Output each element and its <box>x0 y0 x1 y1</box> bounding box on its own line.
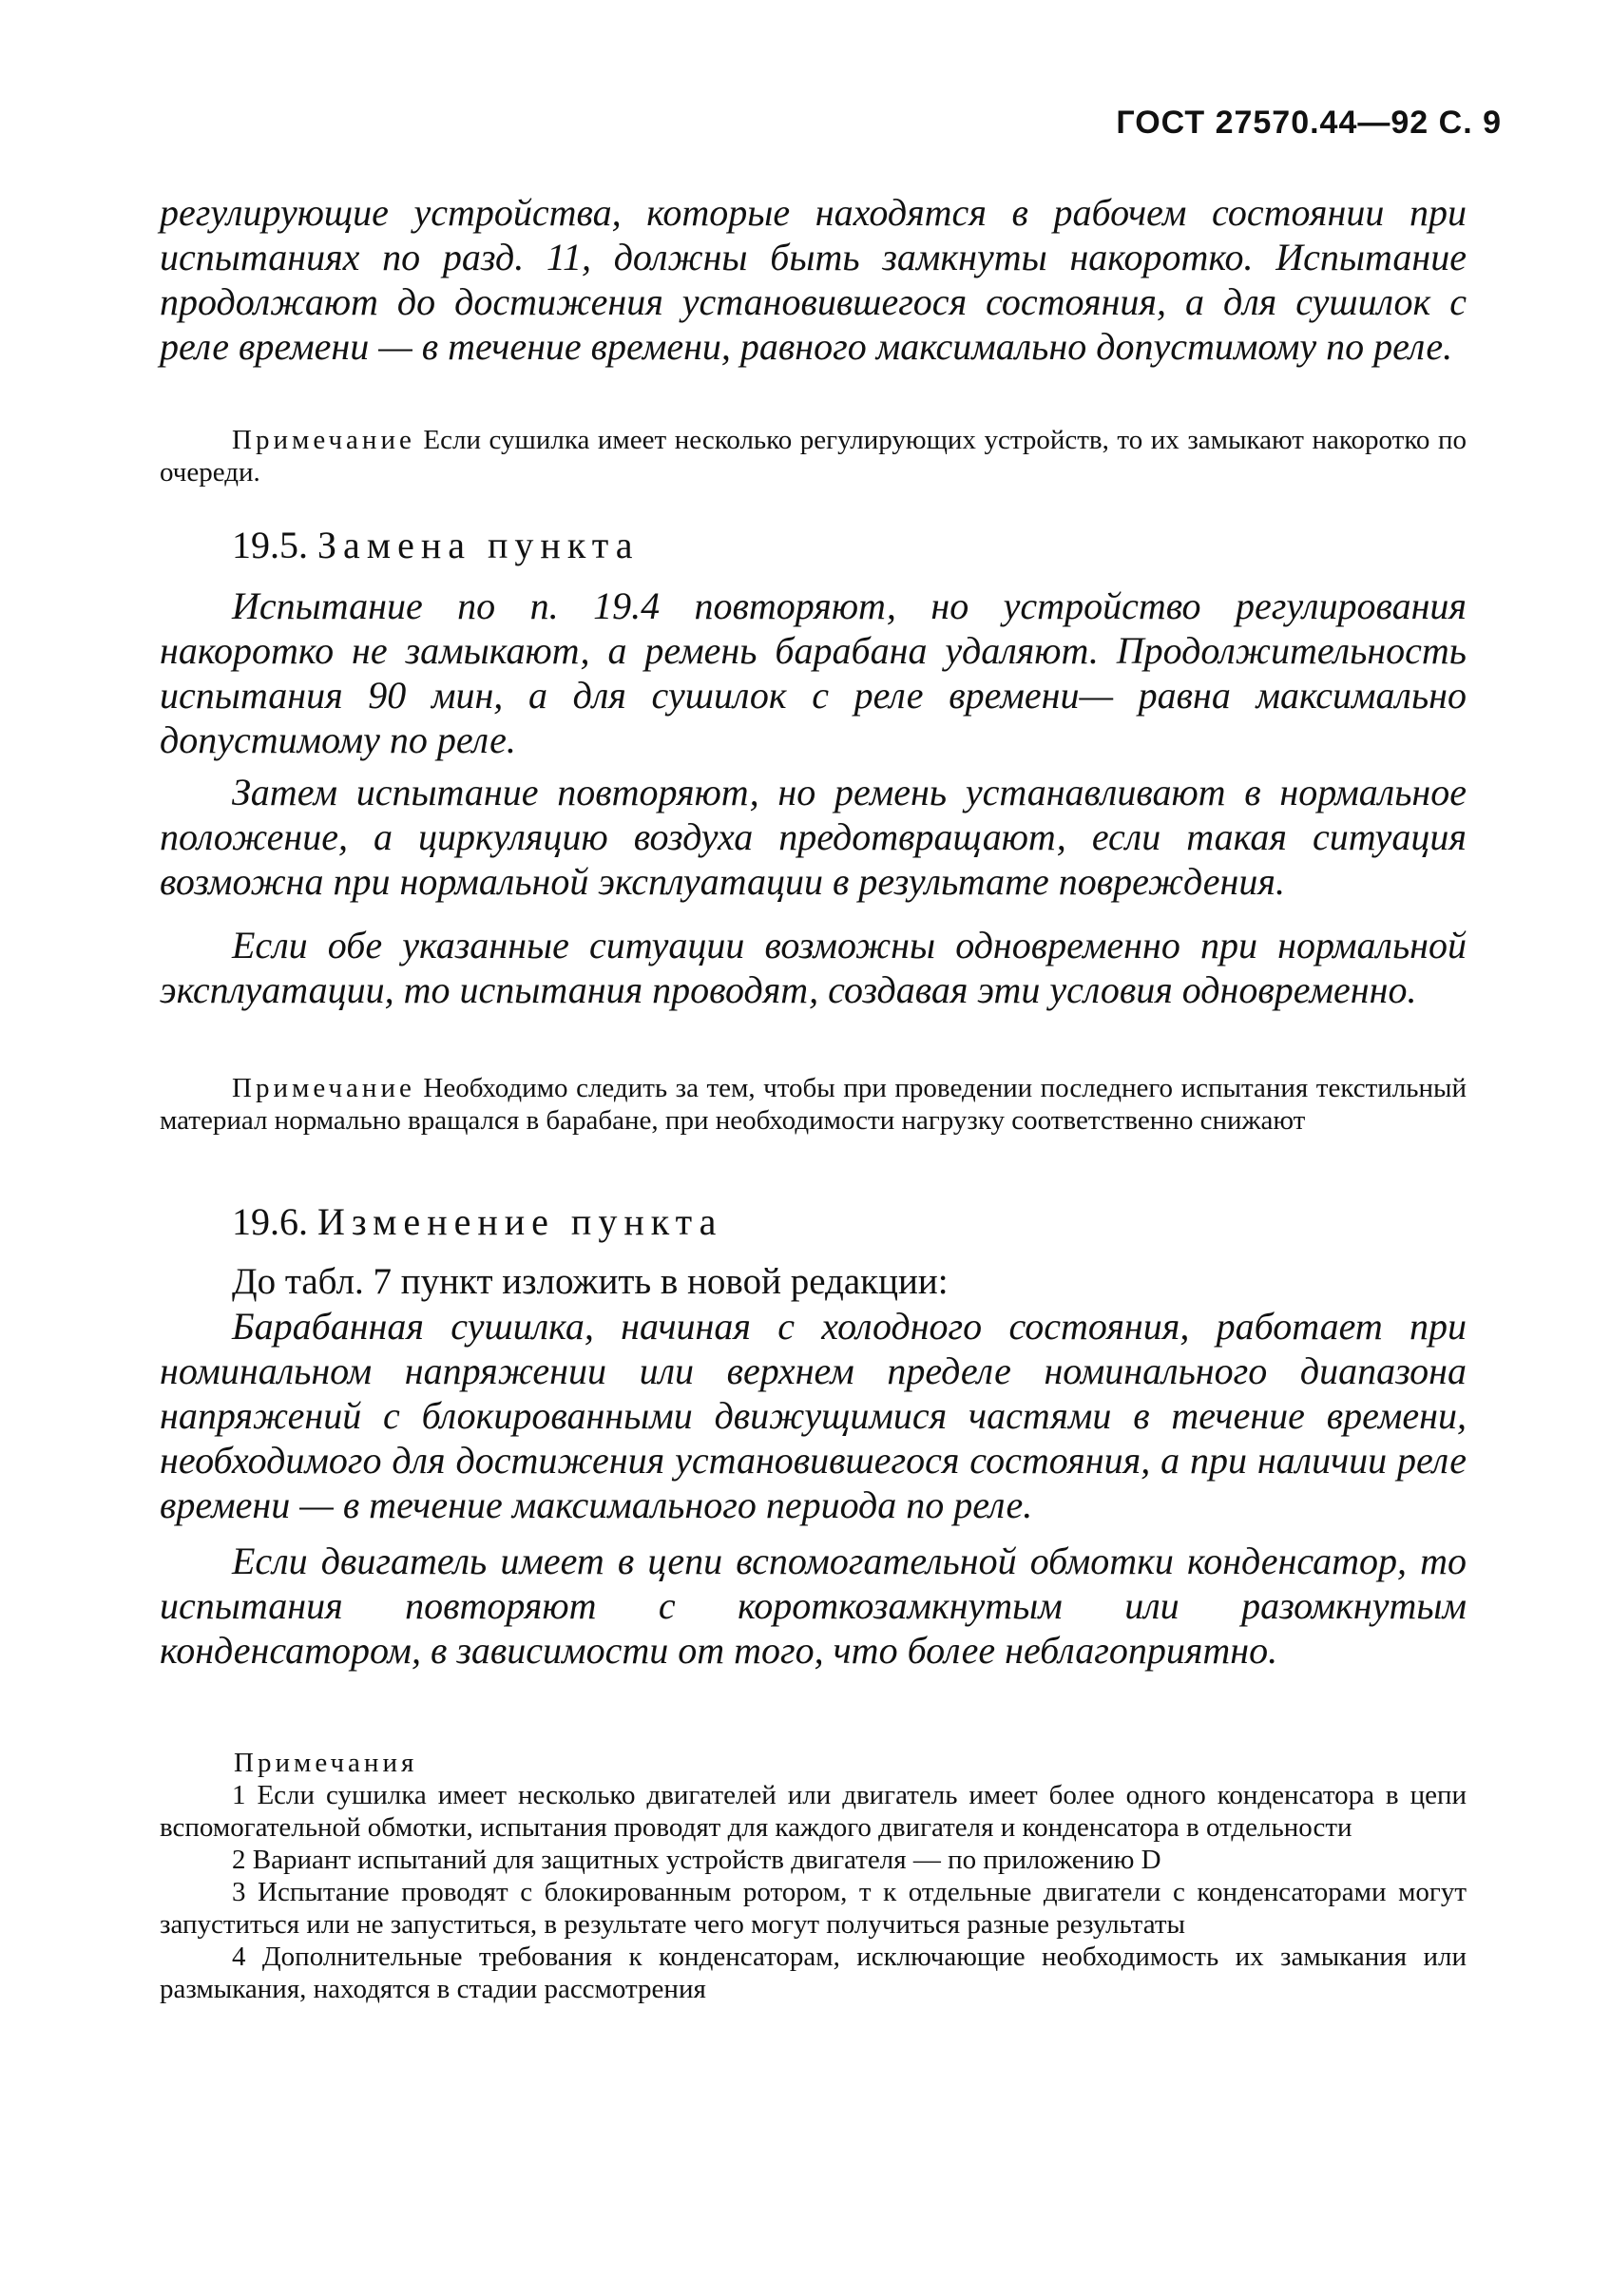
note-19-5 <box>160 1072 1467 1137</box>
note-item-4: 4 Дополнительные требования к конденсаторам, исключающие необходимость их замыкания или размыкания, находятся в стадии рассмотрения <box>160 1942 1467 2004</box>
note-item-2: 2 Вариант испытаний для защитных устройств двигателя — по приложению D <box>232 1845 1161 1875</box>
note-body: Если сушилка имеет несколько регулирующих устройств, то их замыкают накоротко по очереди. <box>160 425 1467 488</box>
paragraph-19-6-intro: До табл. 7 пункт изложить в новой редакции: <box>232 1261 949 1302</box>
notes-label: Примечания <box>234 1748 418 1778</box>
section-19-6-body <box>160 1260 1467 1673</box>
paragraph-19-4-text: регулирующие устройства, которые находятся в рабочем состоянии при испытаниях по разд. 11, должны быть замкнуты накоротко. Испытание продолжают до достижения установившегося состояния, а для сушилок с реле времени — в течение времени, равного максимально допустимому по реле. <box>160 191 1467 368</box>
section-title: Изменение пункта <box>317 1200 723 1243</box>
paragraph-19-5-3: Если обе указанные ситуации возможны одновременно при нормальной эксплуатации, то испытания проводят, создавая эти условия одновременно. <box>160 924 1467 1011</box>
note-19-5-text <box>160 1072 1467 1137</box>
page-header-code: ГОСТ 27570.44—92 С. 9 <box>1116 105 1502 141</box>
section-19-5-body <box>160 584 1467 1012</box>
section-19-5-title <box>160 523 1467 568</box>
section-number: 19.6. <box>232 1200 308 1243</box>
section-19-6-heading <box>160 1199 1467 1245</box>
note-label: Примечание <box>232 1073 415 1103</box>
note-item-1: 1 Если сушилка имеет несколько двигателей или двигатель имеет более одного конденсатора в цепи вспомогательной обмотки, испытания проводят для каждого двигателя и конденсатора в отдельности <box>160 1780 1467 1843</box>
section-number: 19.5. <box>232 524 308 566</box>
notes-19-6 <box>160 1747 1467 2005</box>
paragraph-19-6-2: Если двигатель имеет в цепи вспомогательной обмотки конденсатор, то испытания повторяют с короткозамкнутым или разомкнутым конденсатором, в зависимости от того, что более неблагоприятно. <box>160 1540 1467 1672</box>
section-19-6-title <box>160 1199 1467 1245</box>
paragraph-19-6-1: Барабанная сушилка, начиная с холодного состояния, работает при номинальном напряжении или верхнем пределе номинального диапазона напряжений с блокированными движущимися частями в течение времени, необходимого для достижения установившегося состояния, а при наличии реле времени — в течение максимального периода по реле. <box>160 1305 1467 1526</box>
section-19-5-heading <box>160 523 1467 568</box>
paragraph-19-5-2: Затем испытание повторяют, но ремень устанавливают в нормальное положение, а циркуляцию воздуха предотвращают, если такая ситуация возможна при нормальной эксплуатации в результате повреждения. <box>160 771 1467 903</box>
note-19-4-text <box>160 424 1467 488</box>
note-body: Необходимо следить за тем, чтобы при проведении последнего испытания текстильный материал нормально вращался в барабане, при необходимости нагрузку соответственно снижают <box>160 1073 1467 1136</box>
note-label: Примечание <box>232 425 415 455</box>
section-title: Замена пункта <box>317 524 640 566</box>
paragraph-19-5-1: Испытание по п. 19.4 повторяют, но устройство регулирования накоротко не замыкают, а ремень барабана удаляют. Продолжительность испытания 90 мин, а для сушилок с реле времени— равна максимально допустимому по реле. <box>160 584 1467 761</box>
note-item-3: 3 Испытание проводят с блокированным ротором, т к отдельные двигатели с конденсаторами могут запуститься или не запуститься, в результате чего могут получиться разные результаты <box>160 1877 1467 1940</box>
section-19-4-continuation <box>160 190 1467 369</box>
note-19-4 <box>160 424 1467 488</box>
